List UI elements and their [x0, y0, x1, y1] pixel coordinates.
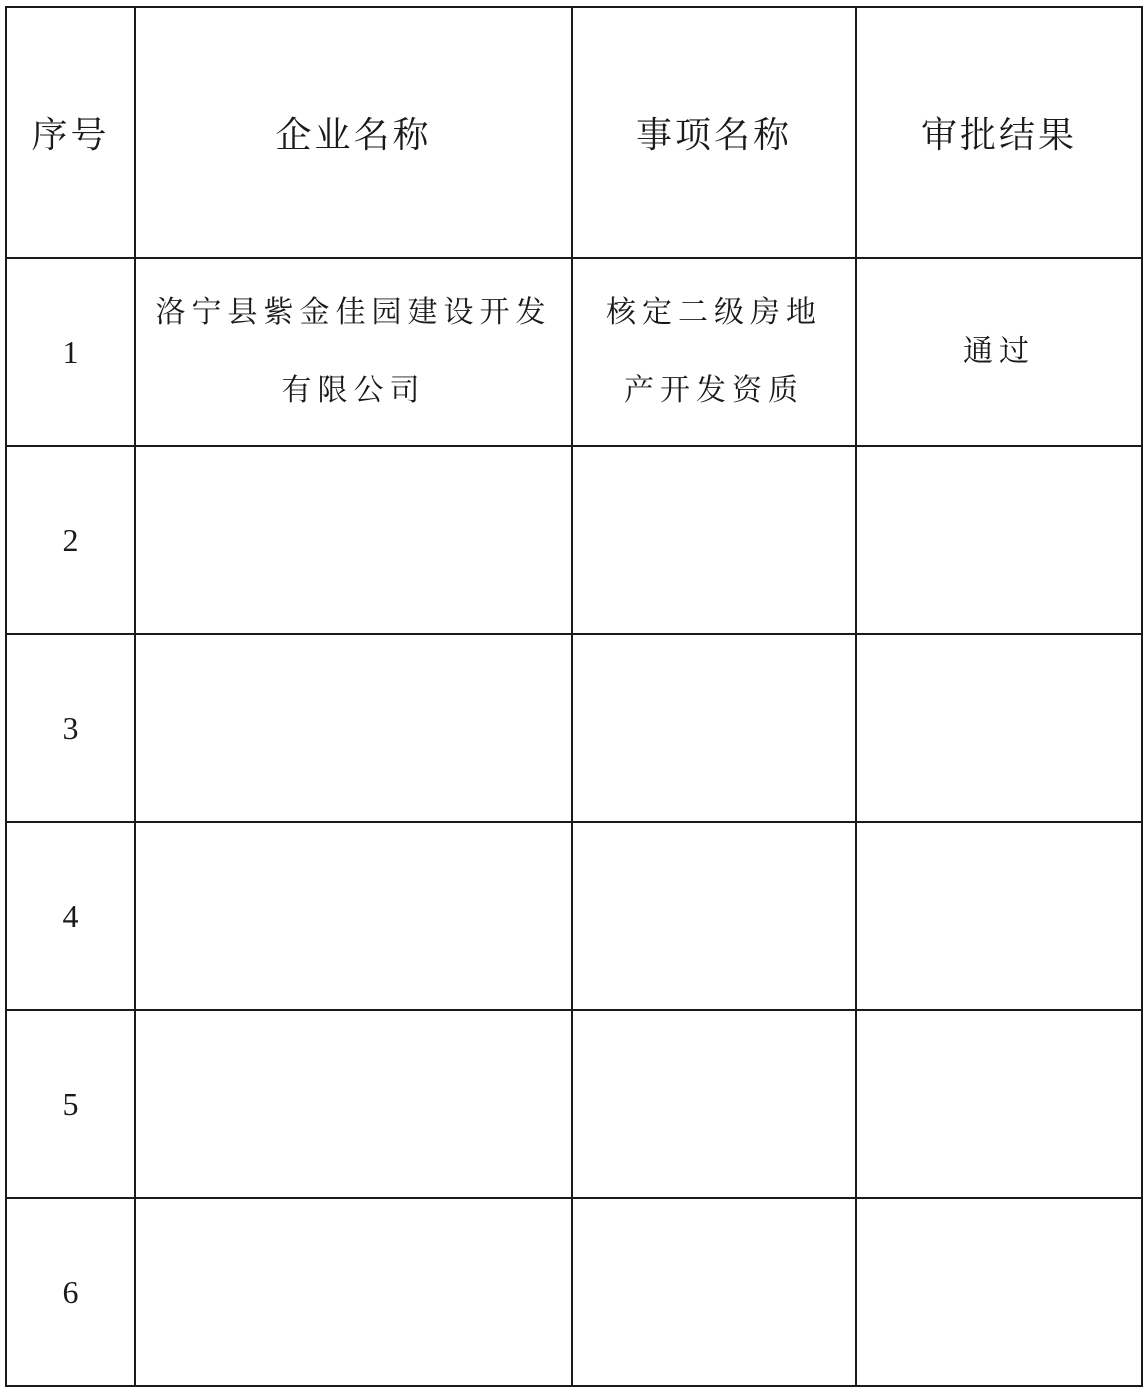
table-row — [6, 822, 1142, 1010]
item-name-cell — [572, 1198, 856, 1386]
header-item: 事项名称 — [572, 7, 856, 258]
company-name-cell — [135, 634, 572, 822]
table-row — [6, 446, 1142, 634]
item-name-cell — [572, 634, 856, 822]
result-cell — [856, 258, 1142, 446]
item-name-line: 产开发资质 — [624, 373, 804, 408]
table-row — [6, 634, 1142, 822]
row-seq: 1 — [6, 258, 135, 446]
company-name-cell — [135, 446, 572, 634]
company-name-line: 有限公司 — [281, 373, 426, 408]
header-seq: 序号 — [6, 7, 135, 258]
header-company: 企业名称 — [135, 7, 572, 258]
item-name-cell — [572, 1010, 856, 1198]
company-name-cell — [135, 1198, 572, 1386]
row-seq: 4 — [6, 822, 135, 1010]
row-seq: 5 — [6, 1010, 135, 1198]
table-row — [6, 1010, 1142, 1198]
header-result: 审批结果 — [856, 7, 1142, 258]
company-name-cell — [135, 258, 572, 446]
result-text: 通过 — [963, 334, 1035, 369]
result-cell — [856, 1198, 1142, 1386]
item-name-cell — [572, 258, 856, 446]
row-seq: 6 — [6, 1198, 135, 1386]
table-header-row — [6, 7, 1142, 258]
result-cell — [856, 822, 1142, 1010]
result-cell — [856, 1010, 1142, 1198]
company-name-line: 洛宁县紫金佳园建设开发 — [155, 295, 552, 330]
company-name-cell — [135, 822, 572, 1010]
row-seq: 2 — [6, 446, 135, 634]
item-name-line: 核定二级房地 — [606, 295, 822, 330]
item-name-cell — [572, 446, 856, 634]
approval-table — [5, 6, 1143, 1387]
company-name-cell — [135, 1010, 572, 1198]
table-row — [6, 258, 1142, 446]
table-row — [6, 1198, 1142, 1386]
item-name-cell — [572, 822, 856, 1010]
row-seq: 3 — [6, 634, 135, 822]
result-cell — [856, 446, 1142, 634]
result-cell — [856, 634, 1142, 822]
